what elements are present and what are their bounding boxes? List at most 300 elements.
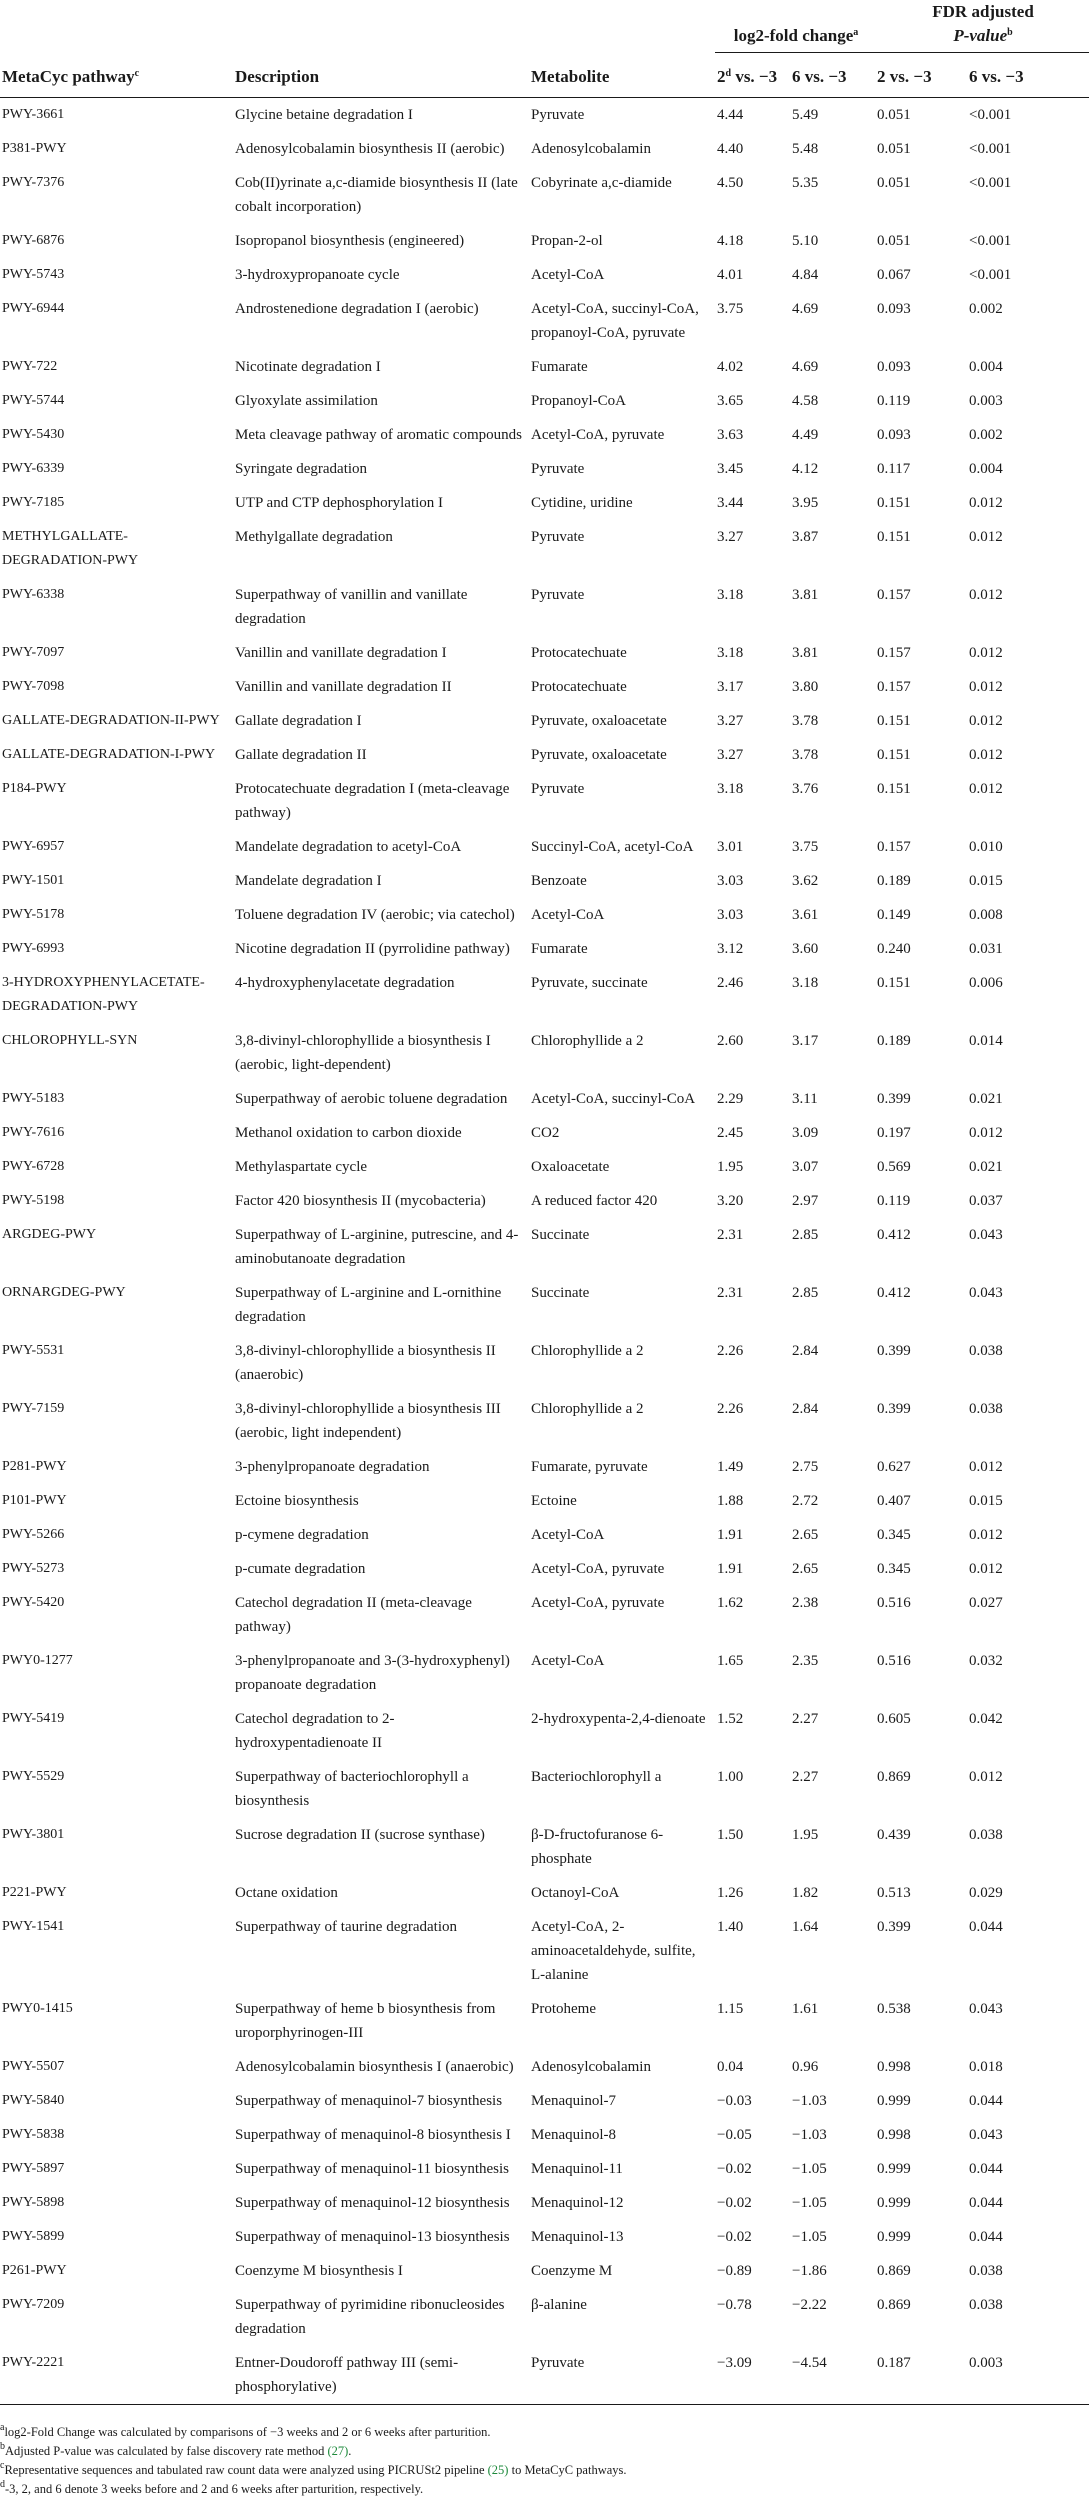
cell-fdr-6: 0.018 <box>969 2059 1003 2075</box>
cell-description: Vanillin and vanillate degradation I <box>235 645 447 661</box>
cell-fdr-2: 0.151 <box>877 529 911 545</box>
cell-fdr-2: 0.869 <box>877 1769 911 1785</box>
table-row <box>0 1392 1089 1450</box>
table-row <box>0 258 1089 292</box>
cell-metabolite: Pyruvate <box>531 781 585 797</box>
table-row <box>0 1024 1089 1082</box>
cell-fdr-6: 0.003 <box>967 2346 1089 2405</box>
cell-fdr-2: 0.605 <box>877 1711 911 1727</box>
cell-pathway: P281-PWY <box>2 1459 67 1474</box>
cell-lfc-6: 3.62 <box>792 873 819 889</box>
header-lfc-6-vs-minus3: 6 vs. −3 <box>790 53 875 98</box>
table-row <box>0 1992 1089 2050</box>
cell-fdr-6: 0.032 <box>969 1653 1003 1669</box>
cell-lfc-2: 1.26 <box>717 1885 744 1901</box>
cell-description: Superpathway of menaquinol-13 biosynthesis <box>235 2229 510 2245</box>
cell-metabolite: Succinate <box>531 1227 590 1243</box>
cell-lfc-6: −1.05 <box>792 2229 827 2245</box>
cell-metabolite: Pyruvate <box>531 107 585 123</box>
cell-lfc-2: 4.01 <box>717 267 744 283</box>
cell-description: Octane oxidation <box>235 1885 338 1901</box>
cell-pathway: PWY-5198 <box>2 1193 65 1208</box>
cell-fdr-2: 0.051 <box>877 175 911 191</box>
cell-metabolite: Acetyl-CoA, pyruvate <box>531 427 665 443</box>
cell-lfc-6: −1.05 <box>792 2195 827 2211</box>
cell-lfc-2: −0.78 <box>717 2297 752 2313</box>
footnote-c: $^c$Representative sequences and tabulated raw count data were analyzed using PICRUSt2 pipeline (25) to MetaCyC pathways. <box>0 2460 627 2477</box>
cell-fdr-2: 0.051 <box>877 141 911 157</box>
cell-metabolite: Bacteriochlorophyll a <box>531 1769 662 1785</box>
cell-fdr-6: 0.043 <box>969 2127 1003 2143</box>
cell-description: Gallate degradation II <box>235 747 367 763</box>
cell-fdr-6: 0.012 <box>969 645 1003 661</box>
cell-fdr-6: 0.012 <box>969 679 1003 695</box>
cell-lfc-6: 3.60 <box>792 941 819 957</box>
cell-lfc-6: 3.76 <box>792 781 819 797</box>
cell-fdr-2: 0.516 <box>877 1653 911 1669</box>
cell-lfc-6: 3.61 <box>792 907 819 923</box>
cell-lfc-6: 1.95 <box>792 1827 819 1843</box>
cell-pathway: PWY-5531 <box>2 1343 65 1358</box>
cell-metabolite: Fumarate <box>531 359 588 375</box>
cell-description: Glyoxylate assimilation <box>235 393 378 409</box>
cell-pathway: PWY-6944 <box>2 301 65 316</box>
cell-lfc-2: 1.95 <box>717 1159 744 1175</box>
cell-description: Superpathway of vanillin and vanillate degradation <box>235 587 468 627</box>
cell-metabolite: Menaquinol-12 <box>531 2195 624 2211</box>
cell-lfc-6: 3.11 <box>792 1091 818 1107</box>
header-lfc-2-vs-minus3: 2$^d$ vs. −3 <box>715 53 790 98</box>
cell-lfc-2: 2.45 <box>717 1125 744 1141</box>
cell-lfc-2: 3.18 <box>717 781 744 797</box>
table-row <box>0 2346 1089 2405</box>
cell-description: Superpathway of taurine degradation <box>235 1919 458 1935</box>
cell-fdr-2: 0.412 <box>877 1227 911 1243</box>
cell-lfc-2: 3.12 <box>717 941 744 957</box>
cell-description: Glycine betaine degradation I <box>235 107 413 123</box>
cell-description: Mandelate degradation to acetyl-CoA <box>235 839 462 855</box>
cell-description: 3-phenylpropanoate degradation <box>235 1459 430 1475</box>
cell-metabolite: Menaquinol-13 <box>531 2229 624 2245</box>
cell-description: Superpathway of menaquinol-8 biosynthesis I <box>235 2127 511 2143</box>
cell-pathway: PWY-7376 <box>2 175 65 190</box>
cell-fdr-6: 0.038 <box>969 1343 1003 1359</box>
cell-metabolite: Fumarate, pyruvate <box>531 1459 648 1475</box>
cell-fdr-6: 0.044 <box>969 2093 1003 2109</box>
cell-metabolite: Menaquinol-7 <box>531 2093 616 2109</box>
cell-fdr-6: 0.038 <box>969 1827 1003 1843</box>
cell-pathway: PWY-3661 <box>2 107 65 122</box>
cell-description: Superpathway of L-arginine and L-ornithine degradation <box>235 1285 502 1325</box>
table-row <box>0 1818 1089 1876</box>
table-row <box>0 384 1089 418</box>
cell-fdr-2: 0.399 <box>877 1401 911 1417</box>
cell-lfc-2: 4.40 <box>717 141 744 157</box>
cell-pathway: PWY-5744 <box>2 393 65 408</box>
citation-link[interactable]: (25) <box>487 2463 509 2477</box>
cell-fdr-6: 0.012 <box>969 1459 1003 1475</box>
cell-fdr-6: <0.001 <box>969 233 1012 249</box>
cell-lfc-6: 3.07 <box>792 1159 819 1175</box>
cell-metabolite: Acetyl-CoA, 2-aminoacetaldehyde, sulfite, L-alanine <box>531 1919 696 1983</box>
footnotes <box>0 2424 1089 2500</box>
cell-metabolite: Acetyl-CoA, pyruvate <box>531 1561 665 1577</box>
cell-lfc-6: 0.96 <box>792 2059 819 2075</box>
table-row <box>0 966 1089 1024</box>
cell-lfc-6: 1.61 <box>792 2001 819 2017</box>
table-row <box>0 1876 1089 1910</box>
cell-lfc-6: 2.97 <box>792 1193 819 1209</box>
table-row <box>0 1276 1089 1334</box>
cell-pathway: PWY-722 <box>2 359 58 374</box>
cell-fdr-6: 0.042 <box>969 1711 1003 1727</box>
cell-fdr-6: 0.012 <box>969 747 1003 763</box>
cell-fdr-6: 0.021 <box>969 1091 1003 1107</box>
table-row <box>0 1552 1089 1586</box>
cell-pathway: P381-PWY <box>2 141 67 156</box>
header-metacyc-pathway: MetaCyc pathway$^c$ <box>0 53 233 98</box>
table-row <box>0 166 1089 224</box>
cell-lfc-2: 3.27 <box>717 747 744 763</box>
cell-description: Androstenedione degradation I (aerobic) <box>235 301 479 317</box>
cell-description: Nicotine degradation II (pyrrolidine pathway) <box>235 941 510 957</box>
footnote-a: $^a$log2-Fold Change was calculated by comparisons of −3 weeks and 2 or 6 weeks after parturition. <box>0 2422 491 2439</box>
cell-metabolite: Cytidine, uridine <box>531 495 633 511</box>
cell-fdr-6: 0.014 <box>969 1033 1003 1049</box>
cell-fdr-2: 0.189 <box>877 873 911 889</box>
cell-pathway: PWY-5266 <box>2 1527 65 1542</box>
cell-description: Isopropanol biosynthesis (engineered) <box>235 233 465 249</box>
table-row <box>0 636 1089 670</box>
cell-lfc-2: 1.40 <box>717 1919 744 1935</box>
cell-lfc-6: 4.69 <box>792 301 819 317</box>
cell-fdr-2: 0.117 <box>877 461 911 477</box>
cell-pathway: PWY-5840 <box>2 2093 65 2108</box>
table-row <box>0 292 1089 350</box>
cell-pathway: PWY-5420 <box>2 1595 65 1610</box>
cell-lfc-6: −1.05 <box>792 2161 827 2177</box>
table-row <box>0 2084 1089 2118</box>
cell-description: Superpathway of menaquinol-7 biosynthesis <box>235 2093 503 2109</box>
cell-fdr-6: 0.043 <box>969 1285 1003 1301</box>
cell-pathway: PWY-5898 <box>2 2195 65 2210</box>
cell-metabolite: Pyruvate, succinate <box>531 975 648 991</box>
cell-fdr-6: 0.021 <box>969 1159 1003 1175</box>
cell-description: Meta cleavage pathway of aromatic compounds <box>235 427 522 443</box>
cell-lfc-2: 1.49 <box>717 1459 744 1475</box>
table-row <box>0 1644 1089 1702</box>
cell-pathway: GALLATE-DEGRADATION-I-PWY <box>2 747 216 762</box>
cell-metabolite: Chlorophyllide a 2 <box>531 1033 644 1049</box>
cell-fdr-2: 0.157 <box>877 645 911 661</box>
cell-metabolite: Acetyl-CoA <box>531 267 605 283</box>
cell-metabolite: Menaquinol-11 <box>531 2161 623 2177</box>
cell-lfc-6: 2.75 <box>792 1459 819 1475</box>
cell-lfc-2: 3.20 <box>717 1193 744 1209</box>
cell-lfc-2: 3.17 <box>717 679 744 695</box>
cell-lfc-2: 1.62 <box>717 1595 744 1611</box>
table-row <box>0 1334 1089 1392</box>
cell-description: 3-phenylpropanoate and 3-(3-hydroxyphenyl) propanoate degradation <box>235 1653 510 1693</box>
cell-fdr-6: 0.002 <box>969 301 1003 317</box>
cell-metabolite: Pyruvate <box>529 2346 715 2405</box>
cell-fdr-6: 0.012 <box>969 529 1003 545</box>
cell-lfc-2: 2.31 <box>717 1285 744 1301</box>
cell-fdr-2: 0.999 <box>877 2161 911 2177</box>
cell-metabolite: Acetyl-CoA, pyruvate <box>531 1595 665 1611</box>
cell-description: Superpathway of aerobic toluene degradation <box>235 1091 508 1107</box>
cell-lfc-2: 3.27 <box>717 529 744 545</box>
cell-pathway: PWY-7098 <box>2 679 65 694</box>
cell-metabolite: A reduced factor 420 <box>531 1193 658 1209</box>
cell-fdr-6: 0.038 <box>969 2297 1003 2313</box>
cell-fdr-6: 0.004 <box>969 359 1003 375</box>
cell-lfc-2: 1.88 <box>717 1493 744 1509</box>
cell-lfc-2: −0.02 <box>717 2161 752 2177</box>
cell-fdr-2: 0.399 <box>877 1343 911 1359</box>
cell-lfc-6: 1.64 <box>792 1919 819 1935</box>
cell-lfc-6: 2.72 <box>792 1493 819 1509</box>
cell-fdr-2: 0.119 <box>877 1193 911 1209</box>
cell-metabolite: Pyruvate, oxaloacetate <box>531 713 667 729</box>
cell-pathway: PWY-5273 <box>2 1561 65 1576</box>
table-row <box>0 738 1089 772</box>
cell-lfc-6: 3.81 <box>792 587 819 603</box>
table-body <box>0 98 1089 2405</box>
cell-lfc-2: 1.15 <box>717 2001 744 2017</box>
cell-fdr-6: <0.001 <box>969 141 1012 157</box>
table-row <box>0 452 1089 486</box>
cell-fdr-2: 0.538 <box>877 2001 911 2017</box>
table-row <box>0 418 1089 452</box>
cell-description: Methylaspartate cycle <box>235 1159 368 1175</box>
header-description: Description <box>233 53 529 98</box>
table-row <box>0 98 1089 133</box>
cell-description: Toluene degradation IV (aerobic; via catechol) <box>235 907 515 923</box>
cell-pathway: PWY-5838 <box>2 2127 65 2142</box>
cell-description: UTP and CTP dephosphorylation I <box>235 495 444 511</box>
cell-fdr-6: 0.044 <box>969 2229 1003 2245</box>
cell-lfc-2: 2.60 <box>717 1033 744 1049</box>
table-row <box>0 830 1089 864</box>
cell-fdr-2: 0.399 <box>877 1091 911 1107</box>
cell-lfc-2: 3.45 <box>717 461 744 477</box>
cell-pathway: ORNARGDEG-PWY <box>2 1285 126 1300</box>
cell-fdr-2: 0.412 <box>877 1285 911 1301</box>
table-row <box>0 1760 1089 1818</box>
cell-description: Adenosylcobalamin biosynthesis I (anaerobic) <box>235 2059 514 2075</box>
cell-metabolite: Pyruvate <box>531 587 585 603</box>
cell-lfc-2: −0.89 <box>717 2263 752 2279</box>
cell-fdr-2: 0.240 <box>877 941 911 957</box>
cell-pathway: PWY-5899 <box>2 2229 65 2244</box>
cell-description: Superpathway of menaquinol-12 biosynthesis <box>235 2195 510 2211</box>
cell-fdr-2: 0.998 <box>877 2127 911 2143</box>
cell-description: Protocatechuate degradation I (meta-cleavage pathway) <box>235 781 510 821</box>
cell-lfc-2: 2.46 <box>717 975 744 991</box>
cell-lfc-2: 1.50 <box>717 1827 744 1843</box>
table-row <box>0 350 1089 384</box>
cell-pathway: PWY-5183 <box>2 1091 65 1106</box>
cell-pathway: METHYLGALLATE-DEGRADATION-PWY <box>2 529 139 568</box>
cell-metabolite: Ectoine <box>531 1493 577 1509</box>
cell-description: Vanillin and vanillate degradation II <box>235 679 452 695</box>
cell-lfc-6: −1.86 <box>792 2263 827 2279</box>
cell-lfc-6: 3.95 <box>792 495 819 511</box>
cell-metabolite: Protoheme <box>531 2001 596 2017</box>
cell-lfc-6: 3.78 <box>792 713 819 729</box>
cell-pathway: PWY-7159 <box>2 1401 65 1416</box>
cell-metabolite: Benzoate <box>531 873 587 889</box>
cell-description: 4-hydroxyphenylacetate degradation <box>235 975 455 991</box>
cell-description: Factor 420 biosynthesis II (mycobacteria) <box>235 1193 486 1209</box>
table-row <box>0 2288 1089 2346</box>
cell-description: 3,8-divinyl-chlorophyllide a biosynthesis III (aerobic, light independent) <box>235 1401 501 1441</box>
cell-fdr-6: 0.015 <box>969 873 1003 889</box>
cell-lfc-6: 3.18 <box>792 975 819 991</box>
cell-fdr-6: 0.004 <box>969 461 1003 477</box>
cell-description: Catechol degradation to 2-hydroxypentadienoate II <box>235 1711 395 1751</box>
cell-lfc-6: 2.38 <box>792 1595 819 1611</box>
cell-fdr-2: 0.399 <box>877 1919 911 1935</box>
cell-fdr-6: 0.003 <box>969 393 1003 409</box>
cell-metabolite: Octanoyl-CoA <box>531 1885 620 1901</box>
cell-fdr-6: 0.044 <box>969 2195 1003 2211</box>
cell-lfc-6: 2.27 <box>792 1711 819 1727</box>
cell-fdr-6: 0.012 <box>969 1527 1003 1543</box>
cell-lfc-2: 1.91 <box>717 1527 744 1543</box>
cell-fdr-2: 0.151 <box>877 495 911 511</box>
footnote-d: $^d$-3, 2, and 6 denote 3 weeks before and 2 and 6 weeks after parturition, respectively. <box>0 2479 424 2496</box>
cell-fdr-2: 0.093 <box>877 301 911 317</box>
cell-description: Methylgallate degradation <box>235 529 393 545</box>
cell-fdr-2: 0.439 <box>877 1827 911 1843</box>
cell-pathway: PWY-5419 <box>2 1711 65 1726</box>
cell-fdr-6: 0.012 <box>969 587 1003 603</box>
table-row <box>0 2220 1089 2254</box>
cell-fdr-2: 0.157 <box>877 679 911 695</box>
cell-pathway: PWY-6993 <box>2 941 65 956</box>
table-row <box>0 670 1089 704</box>
cell-description: Ectoine biosynthesis <box>235 1493 359 1509</box>
cell-description: Gallate degradation I <box>235 713 362 729</box>
table-row <box>0 486 1089 520</box>
cell-fdr-6: <0.001 <box>969 107 1012 123</box>
cell-lfc-2: 4.18 <box>717 233 744 249</box>
cell-fdr-6: 0.038 <box>969 1401 1003 1417</box>
cell-metabolite: Acetyl-CoA <box>531 907 605 923</box>
table-row <box>0 704 1089 738</box>
cell-pathway: PWY-1501 <box>2 873 65 888</box>
cell-fdr-6: 0.044 <box>969 1919 1003 1935</box>
footnote-b: $^b$Adjusted P-value was calculated by false discovery rate method (27). <box>0 2441 352 2458</box>
cell-fdr-2: 0.999 <box>877 2229 911 2245</box>
cell-description: Entner-Doudoroff pathway III (semi-phosphorylative) <box>233 2346 529 2405</box>
cell-lfc-6: 3.09 <box>792 1125 819 1141</box>
cell-lfc-6: 4.12 <box>792 461 819 477</box>
cell-description: Syringate degradation <box>235 461 368 477</box>
cell-metabolite: β-alanine <box>531 2297 587 2313</box>
citation-link[interactable]: (27) <box>327 2444 349 2458</box>
cell-lfc-6: 5.49 <box>792 107 819 123</box>
table-row <box>0 1450 1089 1484</box>
cell-lfc-6: 3.87 <box>792 529 819 545</box>
cell-pathway: PWY-5897 <box>2 2161 65 2176</box>
cell-lfc-2: 3.01 <box>717 839 744 855</box>
cell-fdr-2: 0.869 <box>877 2297 911 2313</box>
cell-pathway: P221-PWY <box>2 1885 67 1900</box>
table-row <box>0 1702 1089 1760</box>
cell-description: Methanol oxidation to carbon dioxide <box>235 1125 462 1141</box>
cell-pathway: P184-PWY <box>2 781 67 796</box>
cell-metabolite: Chlorophyllide a 2 <box>531 1343 644 1359</box>
cell-fdr-6: 0.029 <box>969 1885 1003 1901</box>
cell-description: Nicotinate degradation I <box>235 359 381 375</box>
cell-lfc-6: −1.03 <box>792 2093 827 2109</box>
table-row <box>0 1116 1089 1150</box>
cell-pathway: PWY-3801 <box>2 1827 65 1842</box>
header-fdr-6-vs-minus3: 6 vs. −3 <box>967 53 1089 98</box>
cell-fdr-2: 0.187 <box>875 2346 967 2405</box>
cell-fdr-2: 0.151 <box>877 781 911 797</box>
cell-lfc-2: −0.02 <box>717 2229 752 2245</box>
cell-fdr-6: <0.001 <box>969 267 1012 283</box>
table-row <box>0 2186 1089 2220</box>
cell-lfc-6: −4.54 <box>790 2346 875 2405</box>
table-row <box>0 772 1089 830</box>
cell-lfc-2: 1.00 <box>717 1769 744 1785</box>
cell-fdr-2: 0.157 <box>877 839 911 855</box>
cell-metabolite: Oxaloacetate <box>531 1159 610 1175</box>
cell-pathway: PWY-6339 <box>2 461 65 476</box>
cell-description: 3,8-divinyl-chlorophyllide a biosynthesis II (anaerobic) <box>235 1343 496 1383</box>
cell-lfc-2: −0.03 <box>717 2093 752 2109</box>
cell-lfc-6: 2.65 <box>792 1527 819 1543</box>
cell-fdr-2: 0.998 <box>877 2059 911 2075</box>
cell-pathway: PWY-5743 <box>2 267 65 282</box>
table-header <box>0 0 1089 98</box>
cell-metabolite: Pyruvate, oxaloacetate <box>531 747 667 763</box>
cell-fdr-6: 0.012 <box>969 495 1003 511</box>
cell-lfc-6: 5.48 <box>792 141 819 157</box>
cell-pathway: PWY0-1277 <box>2 1653 73 1668</box>
cell-lfc-6: 1.82 <box>792 1885 819 1901</box>
cell-fdr-2: 0.627 <box>877 1459 911 1475</box>
header-group-log2-fold-change: log2-fold change$^a$ <box>715 0 875 53</box>
cell-pathway: 3-HYDROXYPHENYLACETATE-DEGRADATION-PWY <box>2 975 205 1014</box>
cell-fdr-6: 0.012 <box>969 713 1003 729</box>
table-row <box>0 520 1089 578</box>
cell-fdr-6: 0.037 <box>969 1193 1003 1209</box>
cell-fdr-2: 0.999 <box>877 2093 911 2109</box>
cell-fdr-6: 0.015 <box>969 1493 1003 1509</box>
cell-fdr-6: 0.038 <box>969 2263 1003 2279</box>
cell-lfc-6: 2.84 <box>792 1401 819 1417</box>
cell-fdr-6: 0.031 <box>969 941 1003 957</box>
cell-fdr-2: 0.119 <box>877 393 911 409</box>
cell-lfc-2: 1.65 <box>717 1653 744 1669</box>
cell-metabolite: 2-hydroxypenta-2,4-dienoate <box>531 1711 706 1727</box>
table-row <box>0 1586 1089 1644</box>
cell-fdr-2: 0.093 <box>877 359 911 375</box>
cell-pathway: PWY-6876 <box>2 233 65 248</box>
cell-description: Mandelate degradation I <box>235 873 382 889</box>
cell-pathway: PWY-2221 <box>0 2346 233 2405</box>
header-fdr-2-vs-minus3: 2 vs. −3 <box>875 53 967 98</box>
table-row <box>0 932 1089 966</box>
cell-lfc-6: 3.17 <box>792 1033 819 1049</box>
cell-fdr-2: 0.151 <box>877 713 911 729</box>
